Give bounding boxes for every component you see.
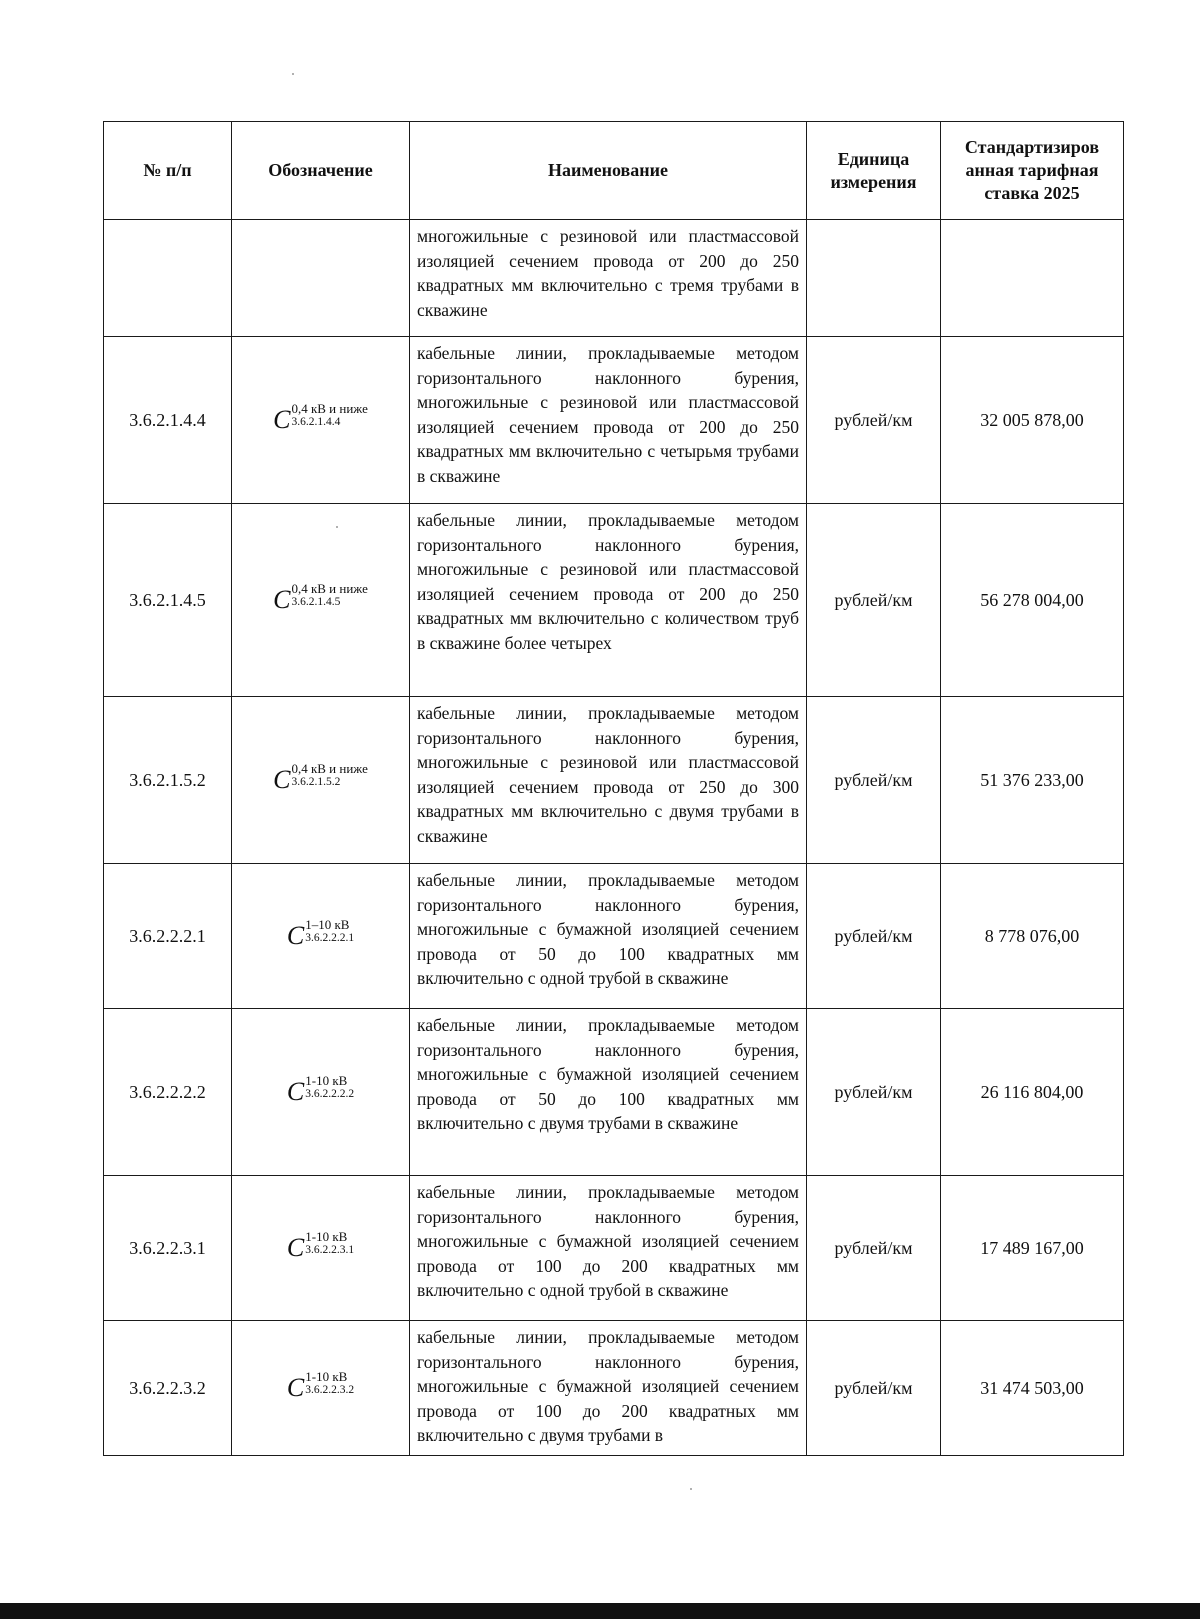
row-rate — [941, 220, 1124, 337]
formula-superscript: 0,4 кВ и ниже — [291, 581, 368, 596]
row-description — [410, 697, 807, 864]
row-number — [104, 220, 232, 337]
formula-base: C — [286, 921, 305, 950]
formula-superscript: 1–10 кВ — [305, 917, 350, 932]
designation-formula — [273, 580, 368, 620]
designation-formula — [273, 400, 368, 440]
row-unit: рублей/км — [807, 1176, 941, 1321]
description-text: кабельные линии, прокладываемые методом горизонтального наклонного бурения, многожильные с бумажной изоляцией сечением провода от 50 до 100 квадратных мм включительно с одной трубой в скважине — [417, 870, 799, 989]
row-designation — [232, 1176, 410, 1321]
table-header-row — [104, 122, 1124, 220]
formula-superscript: 0,4 кВ и ниже — [291, 761, 368, 776]
formula-subscript: 3.6.2.2.3.1 — [305, 1244, 355, 1256]
table-row — [104, 864, 1124, 1009]
row-designation — [232, 1321, 410, 1456]
description-text: кабельные линии, прокладываемые методом горизонтального наклонного бурения, многожильные с бумажной изоляцией сечением провода от 100 до 200 квадратных мм включительно с двумя трубами в — [417, 1327, 799, 1446]
header-designation: Обозначение — [232, 122, 410, 220]
description-text: многожильные с резиновой или пластмассовой изоляцией сечением провода от 200 до 250 квадратных мм включительно с тремя трубами в скважине — [417, 226, 799, 320]
table-row — [104, 1321, 1124, 1456]
formula-superscript: 1-10 кВ — [305, 1229, 348, 1244]
scan-speck — [292, 73, 294, 75]
row-description — [410, 220, 807, 337]
description-text: кабельные линии, прокладываемые методом горизонтального наклонного бурения, многожильные с бумажной изоляцией сечением провода от 50 до 100 квадратных мм включительно с двумя трубами в скважине — [417, 1015, 799, 1134]
description-text: кабельные линии, прокладываемые методом горизонтального наклонного бурения, многожильные с резиновой или пластмассовой изоляцией сечением провода от 250 до 300 квадратных мм включительно с двумя трубами в скважине — [417, 703, 799, 846]
row-designation — [232, 1009, 410, 1176]
row-unit: рублей/км — [807, 504, 941, 697]
formula-subscript: 3.6.2.1.5.2 — [291, 776, 341, 788]
table-row — [104, 504, 1124, 697]
row-designation — [232, 220, 410, 337]
row-number: 3.6.2.2.2.1 — [104, 864, 232, 1009]
row-number: 3.6.2.2.3.1 — [104, 1176, 232, 1321]
row-unit: рублей/км — [807, 864, 941, 1009]
formula-subscript: 3.6.2.2.2.2 — [305, 1088, 355, 1100]
formula-base: C — [273, 405, 291, 434]
formula-subscript: 3.6.2.1.4.5 — [291, 596, 341, 608]
table-body — [104, 220, 1124, 1456]
row-designation — [232, 697, 410, 864]
row-rate: 26 116 804,00 — [941, 1009, 1124, 1176]
formula-subscript: 3.6.2.2.3.2 — [305, 1384, 355, 1396]
formula-base: C — [273, 765, 291, 794]
scan-border — [0, 1603, 1200, 1619]
row-rate: 8 778 076,00 — [941, 864, 1124, 1009]
row-rate: 17 489 167,00 — [941, 1176, 1124, 1321]
row-unit: рублей/км — [807, 1009, 941, 1176]
row-rate: 31 474 503,00 — [941, 1321, 1124, 1456]
row-description — [410, 864, 807, 1009]
description-text: кабельные линии, прокладываемые методом горизонтального наклонного бурения, многожильные с резиновой или пластмассовой изоляцией сечением провода от 200 до 250 квадратных мм включительно с четырьмя трубами в скважине — [417, 343, 799, 486]
table-row — [104, 220, 1124, 337]
row-number: 3.6.2.2.2.2 — [104, 1009, 232, 1176]
table-row — [104, 337, 1124, 504]
designation-formula — [287, 1228, 354, 1268]
designation-formula — [287, 1368, 354, 1408]
formula-superscript: 1-10 кВ — [305, 1369, 348, 1384]
row-designation — [232, 864, 410, 1009]
row-number: 3.6.2.1.4.5 — [104, 504, 232, 697]
row-description — [410, 1176, 807, 1321]
table-row — [104, 1009, 1124, 1176]
row-number: 3.6.2.2.3.2 — [104, 1321, 232, 1456]
row-number: 3.6.2.1.4.4 — [104, 337, 232, 504]
row-unit: рублей/км — [807, 1321, 941, 1456]
table-row — [104, 697, 1124, 864]
row-description — [410, 1009, 807, 1176]
header-unit: Единица измерения — [807, 122, 941, 220]
header-name: Наименование — [410, 122, 807, 220]
description-text: кабельные линии, прокладываемые методом горизонтального наклонного бурения, многожильные с резиновой или пластмассовой изоляцией сечением провода от 200 до 250 квадратных мм включительно с количеством труб в скважине более четырех — [417, 510, 799, 653]
formula-base: C — [286, 1233, 305, 1262]
formula-subscript: 3.6.2.1.4.4 — [291, 416, 341, 428]
designation-formula — [287, 916, 354, 956]
designation-formula — [287, 1072, 354, 1112]
row-rate: 51 376 233,00 — [941, 697, 1124, 864]
formula-base: C — [286, 1077, 305, 1106]
row-description — [410, 504, 807, 697]
formula-base: C — [273, 585, 291, 614]
formula-superscript: 1-10 кВ — [305, 1073, 348, 1088]
row-number: 3.6.2.1.5.2 — [104, 697, 232, 864]
row-designation — [232, 337, 410, 504]
row-description — [410, 337, 807, 504]
row-description — [410, 1321, 807, 1456]
formula-base: C — [286, 1373, 305, 1402]
designation-formula — [273, 760, 368, 800]
row-rate: 32 005 878,00 — [941, 337, 1124, 504]
row-unit: рублей/км — [807, 337, 941, 504]
row-rate: 56 278 004,00 — [941, 504, 1124, 697]
row-designation — [232, 504, 410, 697]
scan-speck — [336, 526, 338, 528]
formula-superscript: 0,4 кВ и ниже — [291, 401, 368, 416]
row-unit: рублей/км — [807, 697, 941, 864]
header-number: № п/п — [104, 122, 232, 220]
scan-speck — [690, 1488, 692, 1490]
tariff-table — [103, 121, 1124, 1456]
row-unit — [807, 220, 941, 337]
header-rate: Стандартизиров анная тарифная ставка 2025 — [941, 122, 1124, 220]
table-row — [104, 1176, 1124, 1321]
description-text: кабельные линии, прокладываемые методом горизонтального наклонного бурения, многожильные с бумажной изоляцией сечением провода от 100 до 200 квадратных мм включительно с одной трубой в скважине — [417, 1182, 799, 1301]
formula-subscript: 3.6.2.2.2.1 — [305, 932, 355, 944]
